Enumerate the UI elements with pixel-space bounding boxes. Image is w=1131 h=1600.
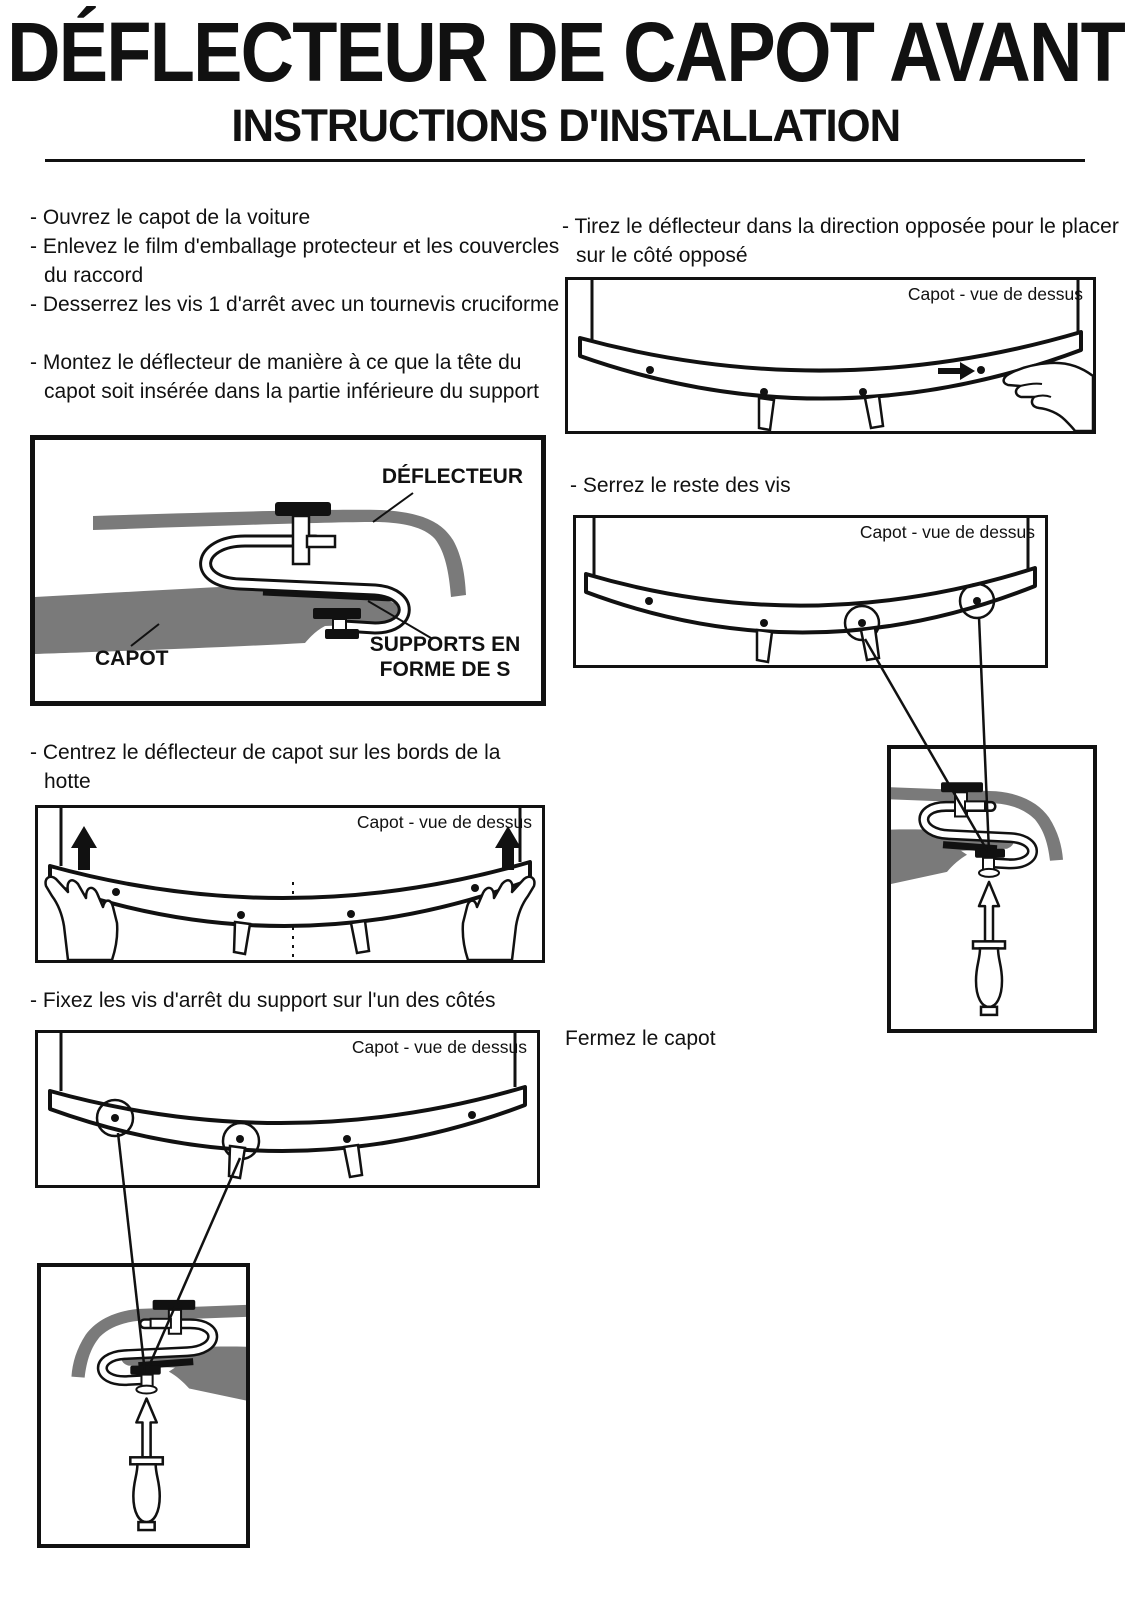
deflector-band [50, 1087, 525, 1151]
support-tab-left [229, 1146, 245, 1178]
step-center-deflector: - Centrez le déflecteur de capot sur les bords de la hotte [30, 741, 501, 793]
hood-lip-grip [138, 1362, 193, 1366]
top-view-fix-diagram [35, 1030, 540, 1188]
deflector-band [586, 568, 1035, 633]
support-tab-right [344, 1145, 362, 1177]
hood-lip-grip [943, 845, 997, 849]
screw-dot-1 [111, 1114, 119, 1122]
screw-dot-4 [471, 884, 479, 892]
supports-label [365, 632, 525, 682]
bottom-screw-flange [979, 869, 999, 877]
step-fix-screws: - Fixez les vis d'arrêt du support sur l'un des côtés [30, 989, 496, 1012]
header [0, 5, 1131, 99]
supports-label-line2: FORME DE S [379, 658, 511, 681]
screwdriver-tip [979, 882, 999, 941]
screw-detail-right-art [891, 749, 1093, 1029]
step-loosen-screws: - Desserrez les vis 1 d'arrêt avec un tournevis cruciforme [30, 293, 560, 316]
screw-dot-4 [973, 597, 981, 605]
screw-dot-2 [237, 911, 245, 919]
support-tab-left [757, 630, 772, 662]
diagram-caption: Capot - vue de dessus [351, 1037, 527, 1057]
screw-detail-left-art [41, 1267, 246, 1544]
screw-dot-1 [112, 888, 120, 896]
top-screw-head [941, 782, 983, 792]
screw-dot-4 [468, 1111, 476, 1119]
screwdriver-base [138, 1522, 154, 1530]
bottom-screw-head [313, 608, 361, 619]
screw-dot-4 [977, 366, 985, 374]
screw-dot-2 [760, 388, 768, 396]
page-title: DÉFLECTEUR DE CAPOT AVANT [7, 5, 1124, 99]
bottom-screw-head [975, 849, 1005, 858]
step-tighten-screws: - Serrez le reste des vis [570, 474, 791, 497]
top-view-tighten-diagram [573, 515, 1048, 668]
bottom-screw-head [130, 1366, 160, 1375]
screw-detail-right-diagram [887, 745, 1097, 1033]
support-tab-right [865, 396, 883, 428]
top-screw-crossbar [151, 1319, 171, 1328]
header-divider [45, 159, 1085, 162]
screw-dot-2 [236, 1135, 244, 1143]
top-screw-crossbar [307, 536, 335, 547]
step-open-hood: - Ouvrez le capot de la voiture [30, 206, 311, 229]
diagram-caption: Capot - vue de dessus [907, 284, 1083, 304]
hood-label: CAPOT [95, 647, 169, 670]
diagram-caption: Capot - vue de dessus [356, 812, 532, 832]
bottom-screw-flange [136, 1386, 156, 1394]
screw-detail-left-diagram [37, 1263, 250, 1548]
step-pull-deflector: - Tirez le déflecteur dans la direction opposée pour le placer sur le côté opposé [562, 215, 1119, 267]
screwdriver-handle [133, 1464, 159, 1522]
page-subtitle: INSTRUCTIONS D'INSTALLATION [231, 100, 900, 151]
top-view-center-diagram [35, 805, 545, 963]
support-tab-left [234, 922, 250, 954]
side-view-diagram [30, 435, 546, 706]
screw-dot-3 [859, 388, 867, 396]
screw-dot-1 [646, 366, 654, 374]
bottom-screw-nut [325, 629, 359, 639]
screwdriver-handle [976, 948, 1002, 1006]
screwdriver-tip [136, 1399, 156, 1458]
step-close-hood: Fermez le capot [565, 1027, 716, 1050]
top-screw-head [275, 502, 331, 516]
screw-dot-3 [858, 619, 866, 627]
step-remove-film: - Enlevez le film d'emballage protecteur et les couvercles du raccord [30, 235, 560, 287]
deflector-band [50, 862, 530, 926]
support-tab-left [759, 398, 774, 430]
top-screw-crossbar [965, 801, 985, 810]
supports-label-line1: SUPPORTS EN [369, 633, 521, 656]
up-arrow-left [71, 826, 97, 870]
screw-dot-2 [760, 619, 768, 627]
diagram-caption: Capot - vue de dessus [859, 522, 1035, 542]
top-view-pull-diagram [565, 277, 1096, 434]
screwdriver-base [981, 1007, 997, 1015]
step-mount-deflector: - Montez le déflecteur de manière à ce que la tête du capot soit insérée dans la partie inférieure du support [30, 351, 539, 403]
support-tab-right [351, 921, 369, 953]
support-tab-right [861, 628, 879, 660]
screw-dot-3 [347, 910, 355, 918]
screw-dot-1 [645, 597, 653, 605]
top-screw-head [153, 1300, 196, 1310]
screw-dot-3 [343, 1135, 351, 1143]
deflector-label: DÉFLECTEUR [381, 465, 523, 488]
deflector-band [580, 332, 1081, 399]
